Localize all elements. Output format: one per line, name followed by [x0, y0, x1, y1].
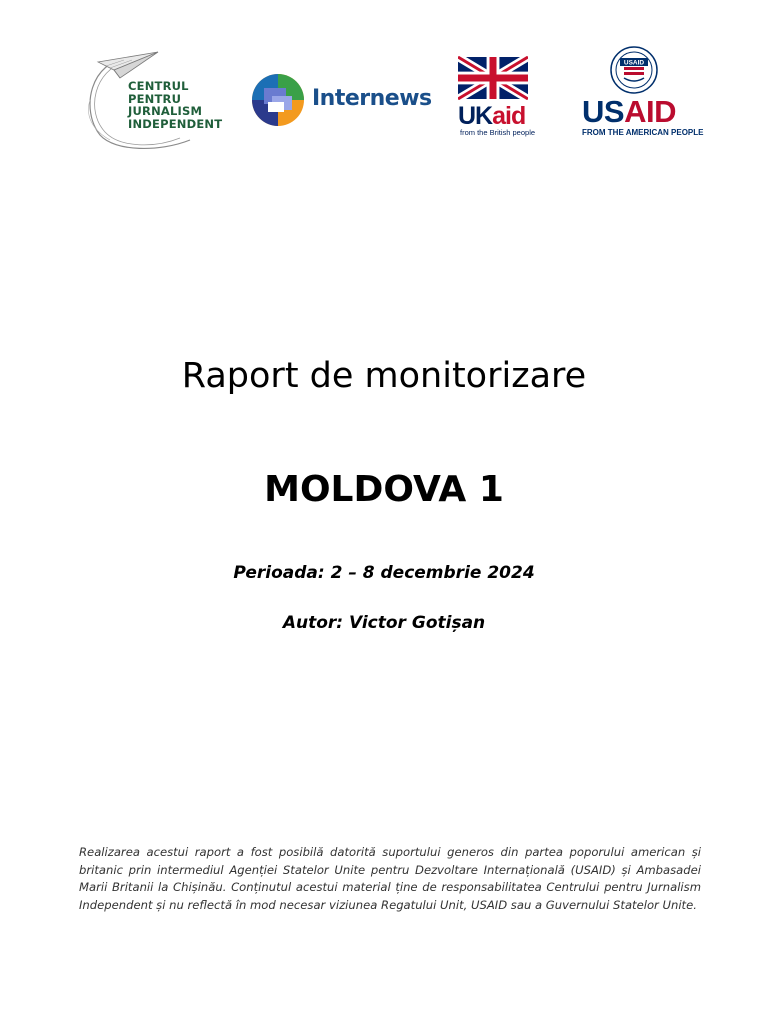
usaid-seal-text: USAID [623, 59, 645, 67]
document-title: Raport de monitorizare [181, 356, 587, 396]
usaid-seal-icon [610, 46, 658, 94]
report-period: Perioada: 2 – 8 decembrie 2024 [233, 563, 535, 583]
internews-logo [250, 70, 430, 130]
document-subtitle: MOLDOVA 1 [264, 469, 504, 510]
funding-disclaimer: Realizarea acestui raport a fost posibilă datorită suportului generos din partea poporului american și britanic prin intermediul Agenției Statelor Unite pentru Dezvoltare Internațională (USAID) și Ambasadei Marii Britanii la Chișinău. Conținutul acestui material ține de responsabilitatea Centrului pentru Jurnalism Independent și nu reflectă în mod necesar viziunea Regatului Unit, USAID sau a Guvernului Statelor Unite. [79, 845, 701, 912]
ukaid-logo [458, 56, 536, 140]
usaid-logo [580, 46, 704, 146]
uk-flag-icon [458, 56, 528, 100]
usaid-tagline: FROM THE AMERICAN PEOPLE [582, 128, 704, 137]
ukaid-tagline: from the British people [460, 128, 536, 137]
usaid-aid: AID [624, 94, 676, 129]
cji-line-1: CENTRUL [128, 79, 189, 93]
ukaid-uk: UK [458, 102, 493, 130]
report-author: Autor: Victor Gotișan [282, 613, 486, 633]
cji-logo [70, 40, 230, 158]
cji-line-2: PENTRU [128, 91, 182, 106]
ukaid-wordmark [458, 102, 525, 130]
internews-name: Internews [312, 86, 432, 111]
logo-bar [70, 40, 704, 160]
usaid-wordmark [582, 96, 676, 128]
internews-globe-icon [250, 72, 306, 128]
cji-line-3: JURNALISM [128, 104, 203, 118]
ukaid-aid: aid [492, 102, 526, 130]
usaid-us: US [582, 94, 625, 129]
cji-line-4: INDEPENDENT [128, 116, 223, 131]
